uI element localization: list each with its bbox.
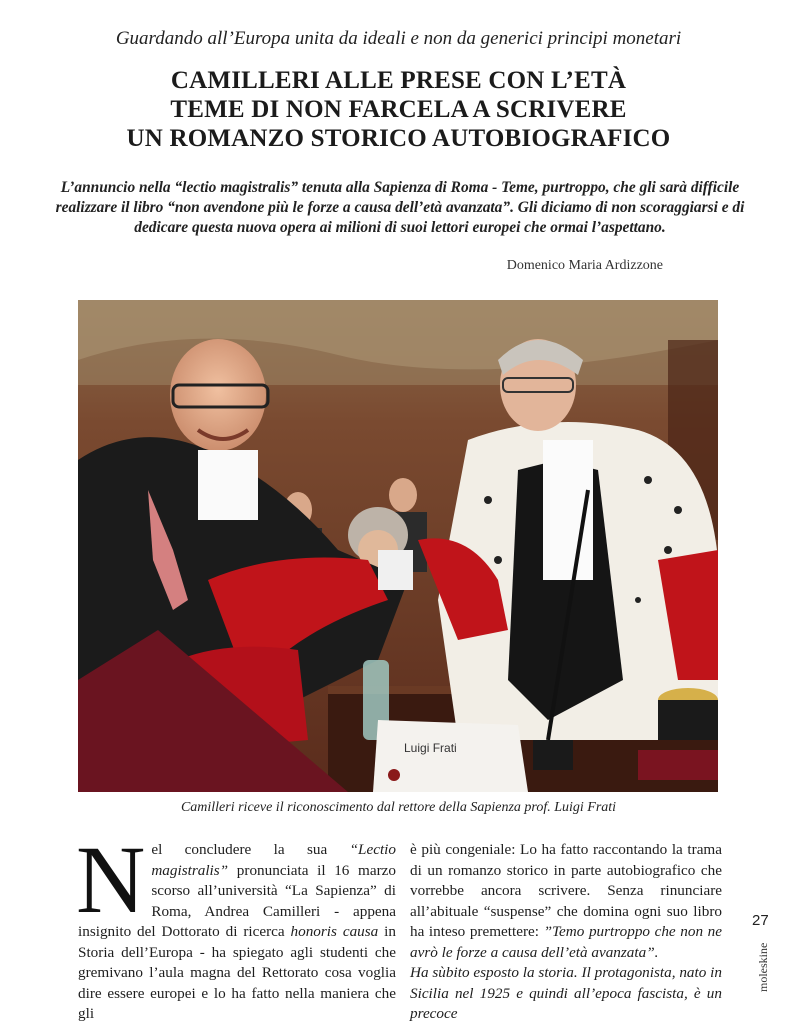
body-text: pronunciata il 16 marzo scorso all’università “La Sapienza” di Roma, Andrea Camilleri - appena insignito del Dottorato di ricerca — [78, 861, 396, 940]
kicker: Guardando all’Europa unita da ideali e non da generici principi monetari — [115, 28, 682, 49]
headline-line-3: UN ROMANZO STORICO AUTOBIOGRAFICO — [126, 125, 671, 152]
headline-line-2: TEME DI NON FARCELA A SCRIVERE — [170, 96, 627, 123]
body-text-italic: honoris causa — [290, 923, 379, 940]
ceremony-photo — [78, 300, 718, 792]
magazine-brand: moleskine — [756, 942, 770, 992]
body-column-left — [76, 826, 396, 1025]
body-text: è più congeniale: Lo ha fatto raccontando la trama di un romanzo storico in parte autobiografico che vorrebbe ancora scrivere. Senza rinunciare all’abituale “suspense” che domina ogni suo libro ha inteso premettere: — [410, 841, 722, 940]
body-text-italic: ”Temo purtroppo che non ne avrò le forze a causa dell’età avanzata”. — [410, 923, 722, 961]
photo-illustration — [78, 300, 718, 792]
page-number: 27 — [752, 912, 769, 929]
lead-paragraph: L’annuncio nella “lectio magistralis” tenuta alla Sapienza di Roma - Teme, purtroppo, che gli sarà difficile realizzare il libro “non avendone più le forze a causa dell’età avanzata”. Gli diciamo di non scoraggiarsi e di dedicare questa nuova opera ai milioni di suoi lettori europei che ormai l’aspettano. — [55, 179, 745, 236]
headline — [0, 66, 797, 153]
body-column-right — [410, 840, 722, 1025]
headline-line-1: CAMILLERI ALLE PRESE CON L’ETÀ — [170, 67, 627, 94]
body-text: in Storia dell’Europa - ha spiegato agli studenti che gremivano l’aula magna del Rettorato cosa voglia dire essere europei e lo ha fatto nella maniera che gli — [78, 923, 396, 1022]
nameplate-text: Luigi Frati — [404, 741, 457, 755]
body-text-italic: “Lectio magistralis” — [151, 841, 396, 879]
photo-caption: Camilleri riceve il riconoscimento dal rettore della Sapienza prof. Luigi Frati — [180, 800, 617, 815]
body-text-italic: Ha sùbito esposto la storia. Il protagonista, nato in Sicilia nel 1925 e quindi all’epoca fascista, è un precoce — [410, 964, 722, 1022]
byline: Domenico Maria Ardizzone — [506, 258, 663, 273]
drop-cap: N — [76, 826, 146, 933]
body-text: el concludere la sua — [151, 841, 350, 858]
